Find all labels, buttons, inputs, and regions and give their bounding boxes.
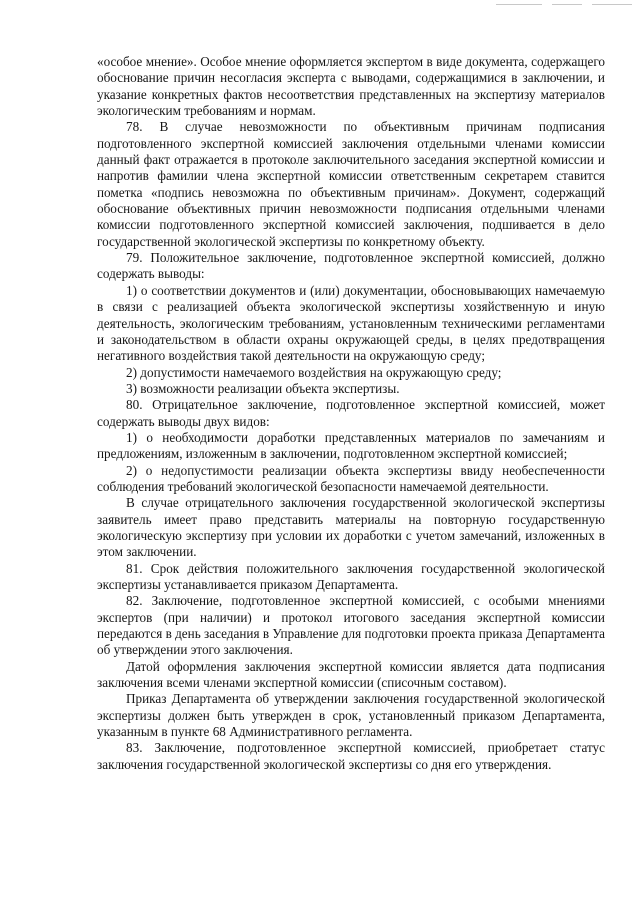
document-paragraph: 78. В случае невозможности по объективным причинам подписания подготовленного экспертной комиссией заключения отдельными членами комиссии данный факт отражается в протоколе заключительного заседания экспертной комиссии и напротив фамилии члена экспертной комиссии ответственным секретарем ставится пометка «подпись невозможна по объективным причинам». Документ, содержащий обоснование объективных причин невозможности подписания отдельными членами комиссии подготовленного экспертной комиссией заключения, подшивается в дело государственной экологической экспертизы по конкретному объекту. xyxy=(97,119,605,249)
document-paragraph: 79. Положительное заключение, подготовленное экспертной комиссией, должно содержать выводы: xyxy=(97,250,605,282)
document-paragraph: «особое мнение». Особое мнение оформляется экспертом в виде документа, содержащего обоснование причин несогласия эксперта с выводами, содержащимися в заключении, и указание конкретных фактов несоответствия представленных на экспертизу материалов экологическим требованиям и нормам. xyxy=(97,54,605,119)
document-paragraph: 1) о соответствии документов и (или) документации, обосновывающих намечаемую в связи с реализацией объекта экологической экспертизы хозяйственную и иную деятельность, экологическим требованиям, установленным техническими регламентами и законодательством в области охраны окружающей среды, в целях предотвращения негативного воздействия такой деятельности на окружающую среду; xyxy=(97,282,605,364)
document-paragraph: 80. Отрицательное заключение, подготовленное экспертной комиссией, может содержать выводы двух видов: xyxy=(97,397,605,429)
document-paragraph: Датой оформления заключения экспертной комиссии является дата подписания заключения всеми членами экспертной комиссии (списочным составом). xyxy=(97,658,605,691)
document-paragraph: 83. Заключение, подготовленное экспертной комиссией, приобретает статус заключения государственной экологической экспертизы со дня его утверждения. xyxy=(97,740,605,772)
document-paragraph: Приказ Департамента об утверждении заключения государственной экологической экспертизы должен быть утвержден в срок, установленный приказом Департамента, указанным в пункте 68 Административного регламента. xyxy=(97,691,605,740)
document-paragraph: 2) о недопустимости реализации объекта экспертизы ввиду необеспеченности соблюдения требований экологической безопасности намечаемой деятельности. xyxy=(97,462,605,494)
document-body xyxy=(97,54,605,773)
document-paragraph: 81. Срок действия положительного заключения государственной экологической экспертизы устанавливается приказом Департамента. xyxy=(97,560,605,592)
document-paragraph: 2) допустимости намечаемого воздействия на окружающую среду; xyxy=(126,364,502,380)
document-paragraph: 3) возможности реализации объекта экспертизы. xyxy=(126,380,400,396)
document-paragraph: 82. Заключение, подготовленное экспертной комиссией, с особыми мнениями экспертов (при наличии) и протокол итогового заседания экспертной комиссии передаются в день заседания в Управление для подготовки проекта приказа Департамента об утверждении этого заключения. xyxy=(97,593,605,658)
document-paragraph: 1) о необходимости доработки представленных материалов по замечаниям и предложениям, изложенным в заключении, подготовленном экспертной комиссией; xyxy=(97,429,605,462)
scan-edge-marks xyxy=(486,4,632,10)
document-paragraph: В случае отрицательного заключения государственной экологической экспертизы заявитель имеет право представить материалы на повторную государственную экологическую экспертизу при условии их доработки с учетом замечаний, изложенных в этом заключении. xyxy=(97,495,605,560)
